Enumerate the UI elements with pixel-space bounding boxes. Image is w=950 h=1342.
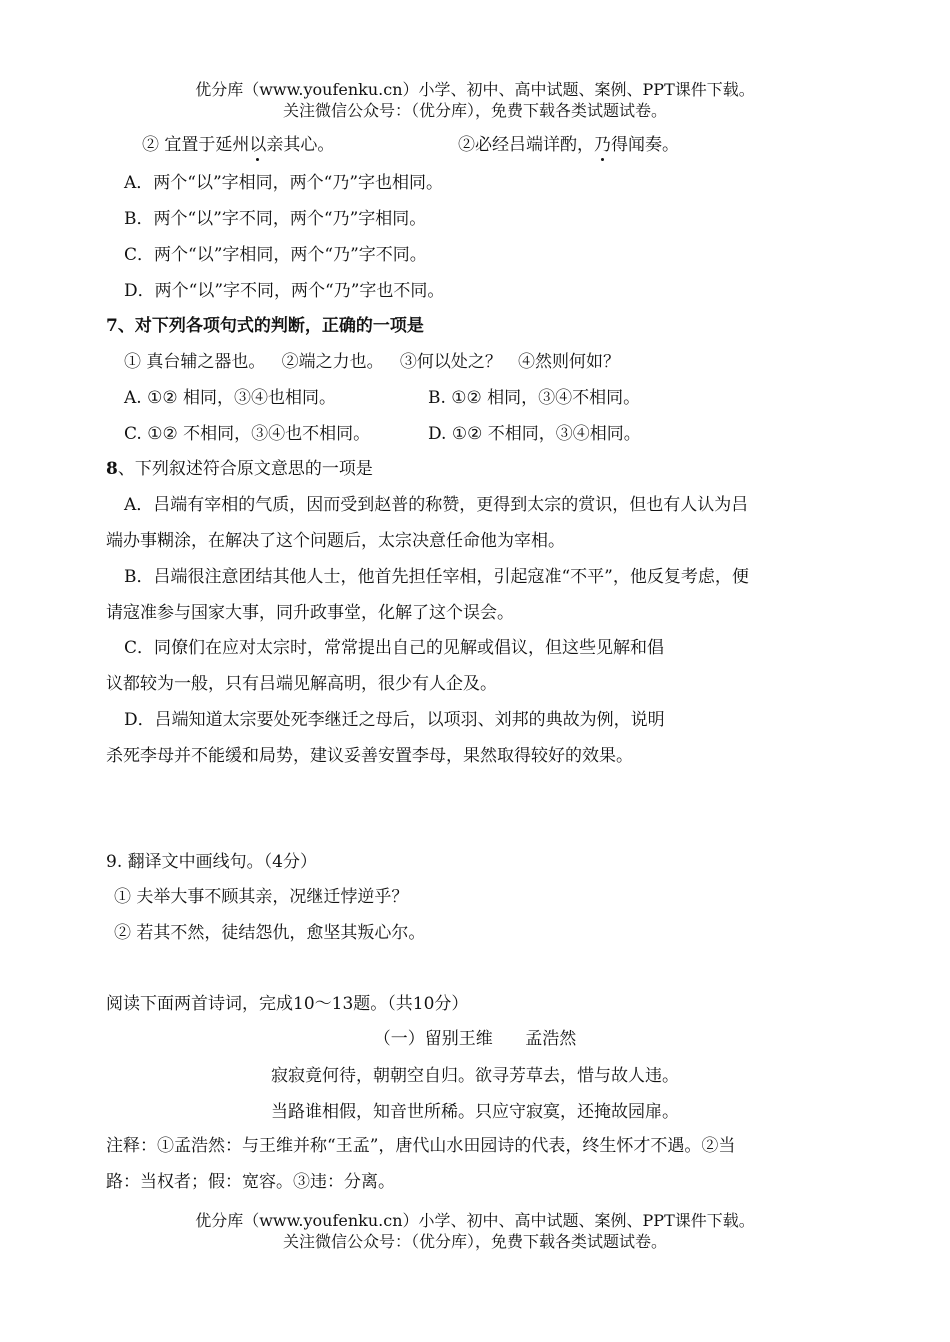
q8-option-b-line1: B．吕端很注意团结其他人士，他首先担任宰相，引起寇准“不平”，他反复考虑，便 (124, 567, 749, 587)
q8-option-d-line1: D．吕端知道太宗要处死李继迁之母后，以项羽、刘邦的典故为例，说明 (124, 710, 665, 730)
poem-line-2: 当路谁相假，知音世所稀。只应守寂寞，还掩故园扉。 (271, 1102, 679, 1122)
q6-item2-pre: ② 宜置于延州 (142, 135, 250, 155)
q6-item4-dotted-char: 乃 (594, 135, 611, 155)
q7-option-a: A. ①② 相同，③④也相同。 (124, 388, 336, 408)
q6-context-item-2 (142, 133, 334, 157)
q6-option-c: C．两个“以”字相同，两个“乃”字不同。 (124, 245, 427, 265)
q8-title-text: 、下列叙述符合原文意思的一项是 (117, 459, 373, 479)
footer-line-2: 关注微信公众号：（优分库），免费下载各类试题试卷。 (282, 1232, 667, 1251)
q6-option-a: A．两个“以”字相同，两个“乃”字也相同。 (124, 173, 444, 193)
poem-title: （一）留别王维 孟浩然 (373, 1029, 577, 1049)
header-line-2: 关注微信公众号：（优分库），免费下载各类试题试卷。 (282, 101, 667, 120)
q8-option-c-line2: 议都较为一般，只有吕端见解高明，很少有人企及。 (106, 674, 497, 694)
q7-title: 7、对下列各项句式的判断，正确的一项是 (106, 316, 424, 336)
q8-number: 8 (106, 459, 118, 479)
q7-option-b: B. ①② 相同，③④不相同。 (428, 388, 641, 408)
q8-option-d-line2: 杀死李母并不能缓和局势，建议妥善安置李母，果然取得较好的效果。 (106, 746, 633, 766)
q8-option-a-line2: 端办事糊涂，在解决了这个问题后，太宗决意任命他为宰相。 (106, 531, 565, 551)
footer-line-1: 优分库（www.youfenku.cn）小学、初中、高中试题、案例、PPT课件下载。 (195, 1211, 755, 1230)
poem-note-line-1: 注释：①孟浩然：与王维并称“王孟”，唐代山水田园诗的代表，终生怀才不遇。②当 (106, 1136, 736, 1156)
poem-note-line-2: 路：当权者；假：宽容。③违：分离。 (106, 1172, 395, 1192)
q7-option-d: D. ①② 不相同，③④相同。 (428, 424, 641, 444)
q7-option-c: C. ①② 不相同，③④也不相同。 (124, 424, 371, 444)
q6-item4-pre: ②必经吕端详酌， (458, 135, 594, 155)
q6-item2-post: 亲其心。 (266, 135, 335, 155)
q6-option-d: D．两个“以”字不同，两个“乃”字也不同。 (124, 281, 445, 301)
q8-option-b-line2: 请寇准参与国家大事，同升政事堂，化解了这个误会。 (106, 603, 514, 623)
q6-context-item-4 (458, 133, 679, 157)
q9-title: 9. 翻译文中画线句。（4分） (106, 852, 317, 872)
q9-sentence-1: ① 夫举大事不顾其亲，况继迁悖逆乎？ (114, 887, 409, 907)
q6-option-b: B．两个“以”字不同，两个“乃”字相同。 (124, 209, 427, 229)
reading-intro: 阅读下面两首诗词，完成10～13题。（共10分） (106, 994, 469, 1014)
poem-line-1: 寂寂竟何待，朝朝空自归。欲寻芳草去，惜与故人违。 (271, 1066, 679, 1086)
q8-option-a-line1: A．吕端有宰相的气质，因而受到赵普的称赞，更得到太宗的赏识，但也有人认为吕 (124, 495, 749, 515)
q6-item4-post: 得闻奏。 (611, 135, 679, 155)
q7-items: ① 真台辅之器也。 ②端之力也。 ③何以处之？ ④然则何如？ (124, 352, 621, 372)
q6-item2-dotted-char: 以 (249, 135, 267, 155)
header-line-1: 优分库（www.youfenku.cn）小学、初中、高中试题、案例、PPT课件下载。 (195, 80, 755, 99)
q8-option-c-line1: C．同僚们在应对太宗时，常常提出自己的见解或倡议，但这些见解和倡 (124, 638, 665, 658)
q9-sentence-2: ② 若其不然，徒结怨仇，愈坚其叛心尔。 (114, 923, 426, 943)
q8-title (106, 457, 373, 481)
